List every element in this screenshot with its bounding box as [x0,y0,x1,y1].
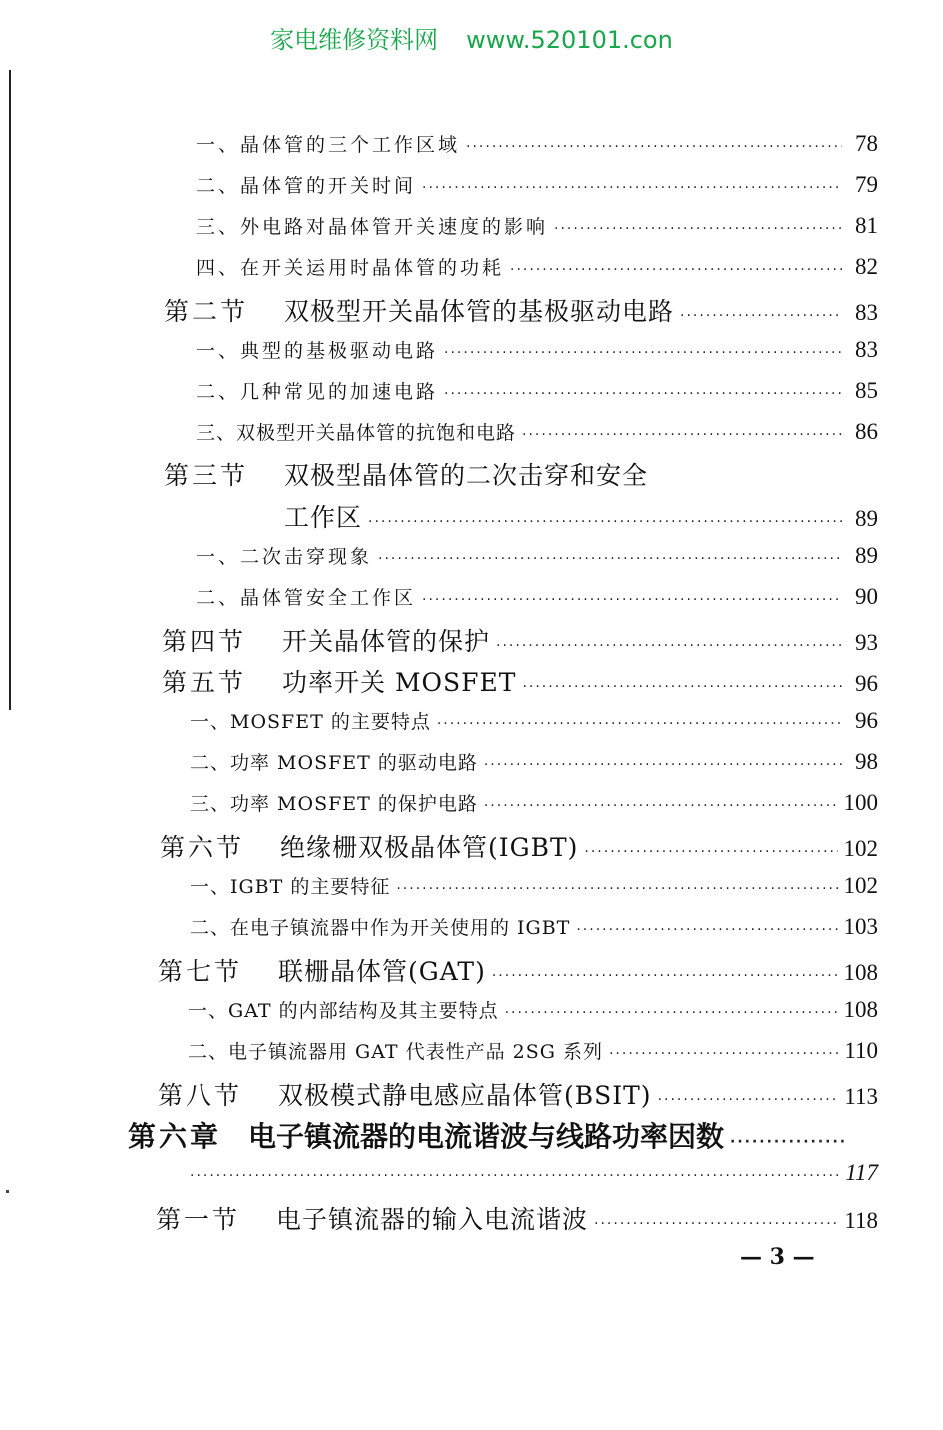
toc-section-entry-continued [284,498,878,534]
leader-dots [444,345,842,361]
toc-section-entry [162,622,878,658]
toc-page-number: 82 [855,254,878,279]
toc-entry-title: 一、二次击穿现象 [196,546,373,568]
toc-entry-title-line1: 双极型晶体管的二次击穿和安全 [284,461,649,490]
section-label: 第八节 [158,1081,243,1110]
toc-chapter-entry [128,1115,854,1155]
toc-page-number: 98 [855,749,878,774]
leader-dots [437,716,842,732]
toc-page-number: 117 [845,1160,878,1185]
toc-entry [196,212,878,239]
toc-entry-title: 二、电子镇流器用 GAT 代表性产品 2SG 系列 [188,1041,603,1063]
toc-entry [196,253,878,280]
toc-entry [188,1037,878,1064]
toc-entry-title: 二、几种常见的加速电路 [196,381,439,403]
leader-dots [522,679,842,695]
toc-entry-title: 一、GAT 的内部结构及其主要特点 [188,1000,499,1022]
leader-dots [466,139,842,155]
toc-entry-title: 一、典型的基极驱动电路 [196,340,439,362]
toc-entry-title: 二、晶体管安全工作区 [196,587,417,609]
toc-page-number: 100 [843,790,878,815]
toc-page-number: 81 [855,213,878,238]
leader-dots [422,180,842,196]
toc-page-number: 93 [855,630,878,655]
leader-dots [190,1168,839,1184]
toc-page-number: 89 [855,543,878,568]
toc-page-number: 118 [844,1208,878,1233]
section-label: 第七节 [158,957,243,986]
chapter-label: 第六章 [128,1120,222,1153]
toc-page-number: 83 [855,337,878,362]
leader-dots [730,1134,848,1150]
toc-page-number: 110 [844,1038,878,1063]
leader-dots [378,551,842,567]
leader-dots [522,427,842,443]
toc-entry-title: 联栅晶体管(GAT) [278,957,486,986]
toc-section-entry [160,828,878,864]
section-label: 第三节 [164,461,249,490]
toc-entry-title: 一、IGBT 的主要特征 [190,876,391,898]
toc-entry-title: 绝缘栅双极晶体管(IGBT) [280,833,579,862]
leader-dots [496,638,842,654]
toc-page-number: 90 [855,584,878,609]
toc-page-number: 86 [855,419,878,444]
leader-dots [554,221,842,237]
toc-entry [190,913,878,940]
leader-dots [576,922,837,938]
toc-entry [190,872,878,899]
toc-entry-title: 一、MOSFET 的主要特点 [190,711,431,733]
toc-entry [196,336,878,363]
toc-chapter-entry-continued [190,1160,878,1186]
toc-entry [188,996,878,1023]
toc-entry [196,130,878,157]
section-label: 第五节 [162,668,247,697]
toc-entry-title: 三、功率 MOSFET 的保护电路 [190,793,478,815]
toc-page-number: 83 [855,300,878,325]
toc-page-number: 102 [843,836,878,861]
toc-entry-title: 二、功率 MOSFET 的驱动电路 [190,752,478,774]
leader-dots [584,844,837,860]
site-name: 家电维修资料网 [270,26,439,54]
leader-dots [396,881,837,897]
leader-dots [658,1092,839,1108]
toc-section-entry [156,1200,878,1236]
section-label: 第六节 [160,833,245,862]
leader-dots [680,308,842,324]
toc-entry-title: 功率开关 MOSFET [282,668,517,697]
toc-section-entry [158,1076,878,1112]
toc-entry [190,748,878,775]
toc-entry-title: 一、晶体管的三个工作区域 [196,134,461,156]
section-label: 第四节 [162,627,247,656]
toc-page-number: 79 [855,172,878,197]
toc-entry-title: 电子镇流器的输入电流谐波 [276,1205,589,1234]
toc-section-entry [164,292,878,328]
section-label: 第二节 [164,297,249,326]
toc-entry-title: 二、在电子镇流器中作为开关使用的 IGBT [190,917,571,939]
toc-entry-title: 三、双极型开关晶体管的抗饱和电路 [196,422,517,444]
leader-dots [492,968,838,984]
toc-page-number: 78 [855,131,878,156]
leader-dots [422,592,842,608]
leader-dots [510,262,842,278]
toc-entry [196,542,878,569]
leader-dots [594,1216,838,1232]
toc-entry-title: 三、外电路对晶体管开关速度的影响 [196,216,549,238]
toc-page-number: 96 [855,671,878,696]
toc-entry-title: 四、在开关运用时晶体管的功耗 [196,257,505,279]
toc-entry [190,789,878,816]
toc-page-number: 113 [844,1084,878,1109]
toc-page-number: 103 [843,914,878,939]
leader-dots [484,757,842,773]
leader-dots [609,1046,838,1062]
page-folio: — 3 — [740,1244,815,1270]
leader-dots [484,798,838,814]
toc-entry-title-line2: 工作区 [284,503,363,532]
toc-page-number: 85 [855,378,878,403]
toc-section-entry [162,663,878,699]
toc-entry [196,171,878,198]
site-url: www.520101.con [466,26,673,54]
toc-page-number: 108 [843,960,878,985]
leader-dots [368,514,842,530]
toc-entry [196,583,878,610]
toc-entry [196,377,878,404]
leader-dots [444,386,842,402]
toc-page-number: 89 [855,506,878,531]
toc-entry-title: 电子镇流器的电流谐波与线路功率因数 [248,1120,725,1153]
toc-page-number: 108 [843,997,878,1022]
toc-entry-title: 二、晶体管的开关时间 [196,175,417,197]
toc-page-number: 96 [855,708,878,733]
toc-section-entry [164,456,648,492]
toc-page-number: 102 [843,873,878,898]
toc-entry [196,418,878,445]
toc-section-entry [158,952,878,988]
toc-entry-title: 开关晶体管的保护 [282,627,491,656]
toc-entry [190,707,878,734]
toc-entry-title: 双极型开关晶体管的基极驱动电路 [284,297,675,326]
toc-entry-title: 双极模式静电感应晶体管(BSIT) [278,1081,652,1110]
section-label: 第一节 [156,1205,241,1234]
leader-dots [505,1005,838,1021]
